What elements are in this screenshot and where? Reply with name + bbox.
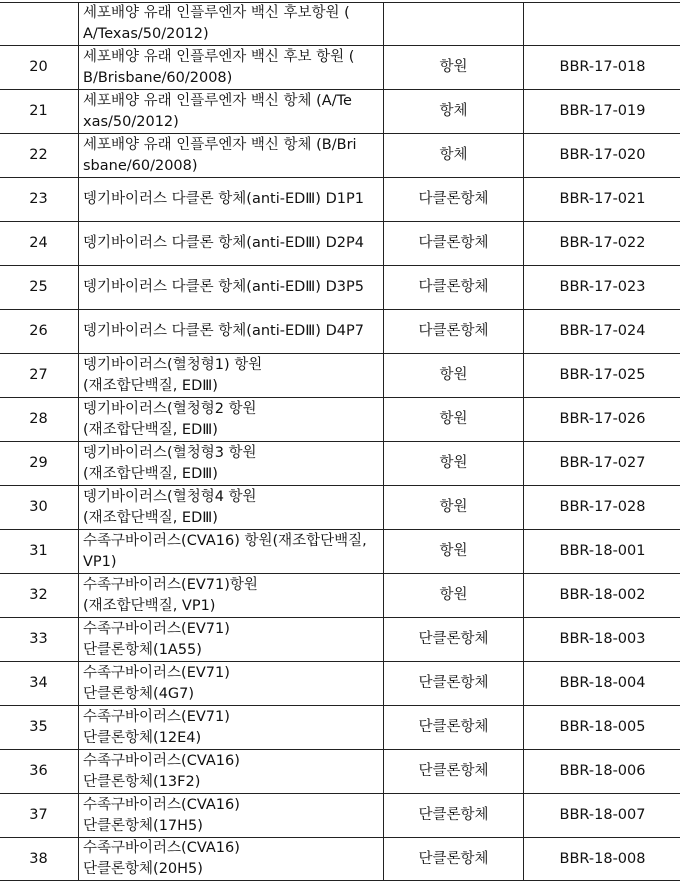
row-number-cell: 36	[0, 750, 79, 794]
table-row	[0, 90, 680, 134]
item-type-cell: 단클론항체	[384, 750, 524, 794]
item-name-cell	[79, 354, 384, 398]
item-type-cell: 항체	[384, 134, 524, 178]
row-number-cell: 25	[0, 266, 79, 310]
row-number-cell: 24	[0, 222, 79, 266]
item-name-cell	[79, 3, 384, 46]
registry-table-body	[0, 3, 680, 881]
item-code-cell: BBR-17-028	[524, 486, 680, 530]
table-row	[0, 310, 680, 354]
table-row	[0, 838, 680, 881]
table-row	[0, 618, 680, 662]
item-type-cell: 항체	[384, 90, 524, 134]
item-name-line: (재조합단백질, EDⅢ)	[83, 464, 381, 485]
item-name-line: sbane/60/2008)	[83, 156, 381, 177]
row-number-cell: 26	[0, 310, 79, 354]
item-name-cell	[79, 838, 384, 881]
item-type-cell	[384, 3, 524, 46]
item-name-line: 뎅기바이러스 다클론 항체(anti-EDⅢ) D1P1	[83, 189, 381, 210]
row-number-cell: 22	[0, 134, 79, 178]
item-name-line: xas/50/2012)	[83, 112, 381, 133]
item-name-cell	[79, 530, 384, 574]
item-name-line: 단클론항체(13F2)	[83, 772, 381, 793]
item-name-line: 뎅기바이러스 다클론 항체(anti-EDⅢ) D2P4	[83, 233, 381, 254]
registry-table	[0, 2, 680, 881]
row-number-cell: 29	[0, 442, 79, 486]
table-row	[0, 574, 680, 618]
item-name-line: 세포배양 유래 인플루엔자 백신 후보항원 (	[83, 3, 381, 24]
row-number-cell: 34	[0, 662, 79, 706]
item-code-cell: BBR-18-002	[524, 574, 680, 618]
item-name-line: 단클론항체(4G7)	[83, 684, 381, 705]
table-row	[0, 662, 680, 706]
item-name-cell	[79, 794, 384, 838]
item-name-cell	[79, 574, 384, 618]
item-code-cell: BBR-18-008	[524, 838, 680, 881]
item-name-line: 세포배양 유래 인플루엔자 백신 항체 (B/Bri	[83, 135, 381, 156]
item-code-cell: BBR-17-025	[524, 354, 680, 398]
item-name-line: 세포배양 유래 인플루엔자 백신 후보 항원 (	[83, 47, 381, 68]
item-type-cell: 항원	[384, 354, 524, 398]
item-type-cell: 항원	[384, 486, 524, 530]
item-name-line: 수족구바이러스(EV71)	[83, 707, 381, 728]
item-code-cell: BBR-17-021	[524, 178, 680, 222]
item-name-cell	[79, 662, 384, 706]
table-row	[0, 398, 680, 442]
table-row	[0, 794, 680, 838]
item-type-cell: 항원	[384, 442, 524, 486]
item-type-cell: 항원	[384, 46, 524, 90]
item-code-cell: BBR-18-004	[524, 662, 680, 706]
table-row	[0, 266, 680, 310]
item-type-cell: 항원	[384, 574, 524, 618]
item-type-cell: 다클론항체	[384, 178, 524, 222]
table-row	[0, 3, 680, 46]
table-row	[0, 178, 680, 222]
row-number-cell: 31	[0, 530, 79, 574]
item-code-cell: BBR-17-026	[524, 398, 680, 442]
item-name-cell	[79, 750, 384, 794]
item-code-cell: BBR-17-023	[524, 266, 680, 310]
item-name-line: 수족구바이러스(EV71)항원	[83, 575, 381, 596]
item-type-cell: 단클론항체	[384, 706, 524, 750]
item-type-cell: 단클론항체	[384, 794, 524, 838]
item-name-line: (재조합단백질, EDⅢ)	[83, 376, 381, 397]
item-name-line: 수족구바이러스(CVA16)	[83, 838, 381, 859]
item-code-cell: BBR-17-019	[524, 90, 680, 134]
item-name-line: (재조합단백질, EDⅢ)	[83, 420, 381, 441]
row-number-cell: 38	[0, 838, 79, 881]
item-code-cell: BBR-18-006	[524, 750, 680, 794]
item-name-line: 뎅기바이러스 다클론 항체(anti-EDⅢ) D3P5	[83, 277, 381, 298]
item-name-line: 수족구바이러스(CVA16) 항원(재조합단백질,	[83, 531, 381, 552]
table-row	[0, 46, 680, 90]
table-row	[0, 134, 680, 178]
table-row	[0, 530, 680, 574]
item-name-line: 수족구바이러스(CVA16)	[83, 795, 381, 816]
table-row	[0, 706, 680, 750]
item-name-cell	[79, 442, 384, 486]
row-number-cell: 20	[0, 46, 79, 90]
item-name-line: 세포배양 유래 인플루엔자 백신 항체 (A/Te	[83, 91, 381, 112]
table-row	[0, 222, 680, 266]
row-number-cell: 21	[0, 90, 79, 134]
table-row	[0, 486, 680, 530]
item-name-line: 뎅기바이러스(혈청형1) 항원	[83, 355, 381, 376]
item-name-line: 뎅기바이러스(혈청형2 항원	[83, 399, 381, 420]
item-name-cell	[79, 178, 384, 222]
table-row	[0, 442, 680, 486]
item-type-cell: 단클론항체	[384, 662, 524, 706]
item-name-cell	[79, 398, 384, 442]
item-name-line: (재조합단백질, EDⅢ)	[83, 508, 381, 529]
item-name-line: 뎅기바이러스(혈청형4 항원	[83, 487, 381, 508]
row-number-cell: 27	[0, 354, 79, 398]
item-name-cell	[79, 134, 384, 178]
item-name-line: 단클론항체(1A55)	[83, 640, 381, 661]
item-name-cell	[79, 618, 384, 662]
row-number-cell: 28	[0, 398, 79, 442]
row-number-cell: 23	[0, 178, 79, 222]
item-type-cell: 항원	[384, 398, 524, 442]
item-type-cell: 다클론항체	[384, 310, 524, 354]
item-type-cell: 다클론항체	[384, 266, 524, 310]
item-name-line: 뎅기바이러스 다클론 항체(anti-EDⅢ) D4P7	[83, 321, 381, 342]
item-code-cell: BBR-17-027	[524, 442, 680, 486]
item-name-line: 수족구바이러스(EV71)	[83, 663, 381, 684]
item-name-line: 단클론항체(20H5)	[83, 859, 381, 880]
item-code-cell: BBR-17-024	[524, 310, 680, 354]
row-number-cell: 35	[0, 706, 79, 750]
item-name-cell	[79, 90, 384, 134]
item-code-cell	[524, 3, 680, 46]
item-code-cell: BBR-18-005	[524, 706, 680, 750]
table-row	[0, 354, 680, 398]
item-name-line: VP1)	[83, 552, 381, 573]
item-name-line: 단클론항체(12E4)	[83, 728, 381, 749]
item-name-line: 단클론항체(17H5)	[83, 816, 381, 837]
item-name-line: A/Texas/50/2012)	[83, 24, 381, 45]
item-code-cell: BBR-18-003	[524, 618, 680, 662]
item-name-line: 수족구바이러스(CVA16)	[83, 751, 381, 772]
item-code-cell: BBR-18-007	[524, 794, 680, 838]
item-name-cell	[79, 706, 384, 750]
row-number-cell	[0, 3, 79, 46]
item-code-cell: BBR-17-018	[524, 46, 680, 90]
item-code-cell: BBR-17-022	[524, 222, 680, 266]
item-name-line: (재조합단백질, VP1)	[83, 596, 381, 617]
row-number-cell: 32	[0, 574, 79, 618]
item-type-cell: 다클론항체	[384, 222, 524, 266]
item-name-cell	[79, 266, 384, 310]
row-number-cell: 37	[0, 794, 79, 838]
row-number-cell: 30	[0, 486, 79, 530]
item-name-cell	[79, 310, 384, 354]
item-name-cell	[79, 222, 384, 266]
item-name-cell	[79, 46, 384, 90]
item-code-cell: BBR-17-020	[524, 134, 680, 178]
item-name-line: B/Brisbane/60/2008)	[83, 68, 381, 89]
row-number-cell: 33	[0, 618, 79, 662]
item-name-cell	[79, 486, 384, 530]
item-code-cell: BBR-18-001	[524, 530, 680, 574]
item-type-cell: 단클론항체	[384, 618, 524, 662]
table-row	[0, 750, 680, 794]
item-name-line: 뎅기바이러스(혈청형3 항원	[83, 443, 381, 464]
item-name-line: 수족구바이러스(EV71)	[83, 619, 381, 640]
item-type-cell: 항원	[384, 530, 524, 574]
item-type-cell: 단클론항체	[384, 838, 524, 881]
